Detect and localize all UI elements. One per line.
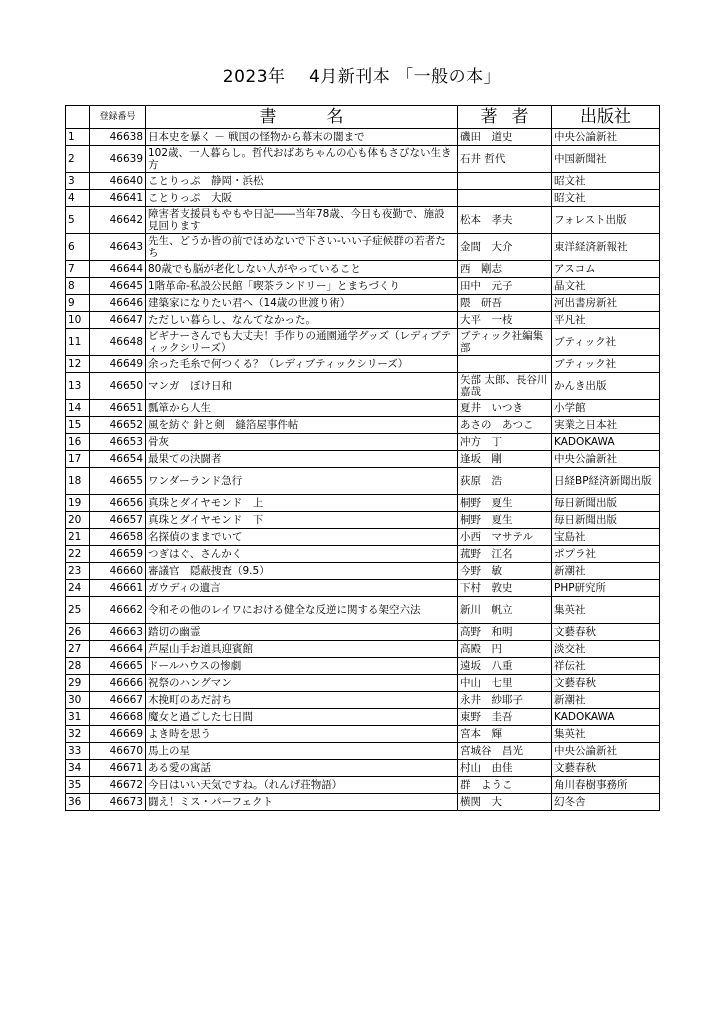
book-title: 名探偵のままでいて — [146, 529, 458, 546]
table-row — [66, 675, 660, 692]
registration-number: 46664 — [90, 641, 146, 658]
book-author: 矢部 太郎、長谷川 嘉哉 — [458, 373, 552, 400]
book-author: 高殿 円 — [458, 641, 552, 658]
header-title: 書名 — [146, 106, 458, 129]
row-number: 28 — [66, 658, 90, 675]
table-row — [66, 146, 660, 173]
row-number: 23 — [66, 563, 90, 580]
book-title: 風を紡ぐ 針と剣 縫箔屋事件帖 — [146, 417, 458, 434]
book-title: 日本史を暴く － 戦国の怪物から幕末の闇まで — [146, 129, 458, 146]
book-author: 菰野 江名 — [458, 546, 552, 563]
registration-number: 46653 — [90, 434, 146, 451]
book-author: 夏井 いつき — [458, 400, 552, 417]
row-number: 29 — [66, 675, 90, 692]
book-author: 桐野 夏生 — [458, 512, 552, 529]
row-number: 5 — [66, 207, 90, 234]
registration-number: 46660 — [90, 563, 146, 580]
registration-number: 46654 — [90, 451, 146, 468]
header-registration-number: 登録番号 — [90, 106, 146, 129]
book-publisher: 中央公論新社 — [552, 451, 660, 468]
table-row — [66, 373, 660, 400]
table-row — [66, 278, 660, 295]
book-publisher: 日経BP経済新聞出版 — [552, 468, 660, 495]
table-body — [66, 129, 660, 811]
row-number: 16 — [66, 434, 90, 451]
registration-number: 46673 — [90, 794, 146, 811]
row-number: 9 — [66, 295, 90, 312]
book-title: 1階革命-私設公民館「喫茶ランドリー」とまちづくり — [146, 278, 458, 295]
book-title: 真珠とダイヤモンド 上 — [146, 495, 458, 512]
book-publisher: 東洋経済新報社 — [552, 234, 660, 261]
book-author: 今野 敏 — [458, 563, 552, 580]
row-number: 14 — [66, 400, 90, 417]
book-publisher: 小学館 — [552, 400, 660, 417]
book-author: 金間 大介 — [458, 234, 552, 261]
book-author: 村山 由佳 — [458, 760, 552, 777]
row-number: 36 — [66, 794, 90, 811]
table-row — [66, 234, 660, 261]
book-publisher: アスコム — [552, 261, 660, 278]
table-row — [66, 356, 660, 373]
table-row — [66, 295, 660, 312]
table-row — [66, 329, 660, 356]
row-number: 4 — [66, 190, 90, 207]
book-publisher: 実業之日本社 — [552, 417, 660, 434]
table-row — [66, 468, 660, 495]
row-number: 6 — [66, 234, 90, 261]
book-author: 下村 敦史 — [458, 580, 552, 597]
book-title: 審議官 隠蔽捜査（9.5） — [146, 563, 458, 580]
book-publisher: かんき出版 — [552, 373, 660, 400]
page-title: 2023年 4月新刊本 「一般の本」 — [222, 67, 502, 87]
book-title: 真珠とダイヤモンド 下 — [146, 512, 458, 529]
book-author: 逢坂 剛 — [458, 451, 552, 468]
book-author: 西 剛志 — [458, 261, 552, 278]
book-author: 永井 紗耶子 — [458, 692, 552, 709]
registration-number: 46641 — [90, 190, 146, 207]
book-title: ただしい暮らし、なんてなかった。 — [146, 312, 458, 329]
table-row — [66, 743, 660, 760]
registration-number: 46647 — [90, 312, 146, 329]
book-publisher: 毎日新聞出版 — [552, 495, 660, 512]
book-publisher: 中央公論新社 — [552, 743, 660, 760]
registration-number: 46648 — [90, 329, 146, 356]
registration-number: 46666 — [90, 675, 146, 692]
table-row — [66, 173, 660, 190]
row-number: 2 — [66, 146, 90, 173]
row-number: 20 — [66, 512, 90, 529]
row-number: 13 — [66, 373, 90, 400]
table-row — [66, 794, 660, 811]
book-publisher: 文藝春秋 — [552, 675, 660, 692]
book-author — [458, 173, 552, 190]
book-author — [458, 356, 552, 373]
table-row — [66, 597, 660, 624]
book-title: 瓢箪から人生 — [146, 400, 458, 417]
book-title: 最果ての決闘者 — [146, 451, 458, 468]
book-title: つぎはぐ、さんかく — [146, 546, 458, 563]
book-author — [458, 190, 552, 207]
registration-number: 46662 — [90, 597, 146, 624]
row-number: 11 — [66, 329, 90, 356]
book-author: 大平 一枝 — [458, 312, 552, 329]
table-row — [66, 129, 660, 146]
book-publisher: ブティック社 — [552, 356, 660, 373]
book-publisher: 平凡社 — [552, 312, 660, 329]
registration-number: 46642 — [90, 207, 146, 234]
book-title: 令和その他のレイワにおける健全な反逆に関する架空六法 — [146, 597, 458, 624]
table-row — [66, 312, 660, 329]
book-publisher: 文藝春秋 — [552, 760, 660, 777]
row-number: 26 — [66, 624, 90, 641]
book-publisher: KADOKAWA — [552, 709, 660, 726]
header-author: 著者 — [458, 106, 552, 129]
table-row — [66, 760, 660, 777]
table-row — [66, 434, 660, 451]
book-publisher: 中央公論新社 — [552, 129, 660, 146]
book-title: 先生、どうか皆の前でほめないで下さい-いい子症候群の若者たち — [146, 234, 458, 261]
table-row — [66, 417, 660, 434]
table-row — [66, 563, 660, 580]
book-author: 横関 大 — [458, 794, 552, 811]
book-author: 遠坂 八重 — [458, 658, 552, 675]
table-row — [66, 207, 660, 234]
book-author: 東野 圭吾 — [458, 709, 552, 726]
book-title: ある愛の寓話 — [146, 760, 458, 777]
row-number: 34 — [66, 760, 90, 777]
book-title: 芦屋山手お道具迎賓館 — [146, 641, 458, 658]
registration-number: 46645 — [90, 278, 146, 295]
row-number: 21 — [66, 529, 90, 546]
book-author: 桐野 夏生 — [458, 495, 552, 512]
table-row — [66, 726, 660, 743]
book-author: 高野 和明 — [458, 624, 552, 641]
row-number: 7 — [66, 261, 90, 278]
row-number: 19 — [66, 495, 90, 512]
table-row — [66, 451, 660, 468]
row-number: 18 — [66, 468, 90, 495]
book-publisher: 集英社 — [552, 597, 660, 624]
book-title: 祝祭のハングマン — [146, 675, 458, 692]
row-number: 3 — [66, 173, 90, 190]
book-publisher: 晶文社 — [552, 278, 660, 295]
row-number: 22 — [66, 546, 90, 563]
book-publisher: 文藝春秋 — [552, 624, 660, 641]
registration-number: 46667 — [90, 692, 146, 709]
registration-number: 46650 — [90, 373, 146, 400]
book-author: 中山 七里 — [458, 675, 552, 692]
table-row — [66, 400, 660, 417]
registration-number: 46639 — [90, 146, 146, 173]
book-publisher: 宝島社 — [552, 529, 660, 546]
table-row — [66, 692, 660, 709]
book-publisher: ブティック社 — [552, 329, 660, 356]
book-title: 馬上の星 — [146, 743, 458, 760]
book-author: 宮本 輝 — [458, 726, 552, 743]
row-number: 30 — [66, 692, 90, 709]
table-row — [66, 495, 660, 512]
book-title: 障害者支援員もやもや日記――当年78歳、今日も夜勤で、施設見回ります — [146, 207, 458, 234]
row-number: 15 — [66, 417, 90, 434]
registration-number: 46649 — [90, 356, 146, 373]
book-author: 隈 研吾 — [458, 295, 552, 312]
row-number: 27 — [66, 641, 90, 658]
book-author: 宮城谷 昌光 — [458, 743, 552, 760]
book-publisher: 昭文社 — [552, 190, 660, 207]
registration-number: 46643 — [90, 234, 146, 261]
header-publisher: 出版社 — [552, 106, 660, 129]
table-row — [66, 546, 660, 563]
table-row — [66, 658, 660, 675]
book-author: 小西 マサテル — [458, 529, 552, 546]
registration-number: 46663 — [90, 624, 146, 641]
book-publisher: 中国新聞社 — [552, 146, 660, 173]
book-title: ガウディの遺言 — [146, 580, 458, 597]
book-title: ワンダーランド急行 — [146, 468, 458, 495]
row-number: 10 — [66, 312, 90, 329]
book-author: 荻原 浩 — [458, 468, 552, 495]
book-publisher: フォレスト出版 — [552, 207, 660, 234]
book-author: 田中 元子 — [458, 278, 552, 295]
book-title: 木挽町のあだ討ち — [146, 692, 458, 709]
table-row — [66, 580, 660, 597]
book-title: 102歳、一人暮らし。哲代おばあちゃんの心も体もさびない生き方 — [146, 146, 458, 173]
book-title: ビギナーさんでも大丈夫！手作りの通園通学グッズ（レディブティックシリーズ） — [146, 329, 458, 356]
book-title: よき時を思う — [146, 726, 458, 743]
table-row — [66, 190, 660, 207]
table-row — [66, 641, 660, 658]
row-number: 17 — [66, 451, 90, 468]
row-number: 24 — [66, 580, 90, 597]
book-publisher: 集英社 — [552, 726, 660, 743]
book-title: 踏切の幽霊 — [146, 624, 458, 641]
book-publisher: 幻冬舎 — [552, 794, 660, 811]
book-title: 余った毛糸で何つくる？（レディブティックシリーズ） — [146, 356, 458, 373]
registration-number: 46672 — [90, 777, 146, 794]
row-number: 31 — [66, 709, 90, 726]
table-row — [66, 529, 660, 546]
row-number: 33 — [66, 743, 90, 760]
book-title: 魔女と過ごした七日間 — [146, 709, 458, 726]
book-publisher: 新潮社 — [552, 563, 660, 580]
book-publisher: 淡交社 — [552, 641, 660, 658]
registration-number: 46640 — [90, 173, 146, 190]
book-title: 闘え！ミス・パーフェクト — [146, 794, 458, 811]
book-author: 群 ようこ — [458, 777, 552, 794]
registration-number: 46656 — [90, 495, 146, 512]
book-title: 建築家になりたい君へ（14歳の世渡り術） — [146, 295, 458, 312]
table-row — [66, 512, 660, 529]
book-author: 石井 哲代 — [458, 146, 552, 173]
book-publisher: 祥伝社 — [552, 658, 660, 675]
book-publisher: KADOKAWA — [552, 434, 660, 451]
registration-number: 46644 — [90, 261, 146, 278]
row-number: 12 — [66, 356, 90, 373]
row-number: 35 — [66, 777, 90, 794]
table-row — [66, 777, 660, 794]
row-number: 8 — [66, 278, 90, 295]
header-no — [66, 106, 90, 129]
registration-number: 46646 — [90, 295, 146, 312]
book-title: マンガ ぼけ日和 — [146, 373, 458, 400]
registration-number: 46651 — [90, 400, 146, 417]
table-row — [66, 261, 660, 278]
book-title: ことりっぷ 静岡・浜松 — [146, 173, 458, 190]
book-author: 松本 孝夫 — [458, 207, 552, 234]
book-title: 今日はいい天気ですね。（れんげ荘物語） — [146, 777, 458, 794]
registration-number: 46671 — [90, 760, 146, 777]
registration-number: 46657 — [90, 512, 146, 529]
book-publisher: PHP研究所 — [552, 580, 660, 597]
row-number: 25 — [66, 597, 90, 624]
book-author: 冲方 丁 — [458, 434, 552, 451]
registration-number: 46669 — [90, 726, 146, 743]
book-publisher: 角川春樹事務所 — [552, 777, 660, 794]
table-row — [66, 709, 660, 726]
book-list-table — [65, 105, 660, 811]
book-title: 80歳でも脳が老化しない人がやっていること — [146, 261, 458, 278]
book-publisher: 毎日新聞出版 — [552, 512, 660, 529]
book-publisher: 昭文社 — [552, 173, 660, 190]
registration-number: 46668 — [90, 709, 146, 726]
registration-number: 46638 — [90, 129, 146, 146]
book-publisher: ポプラ社 — [552, 546, 660, 563]
book-author: 磯田 道史 — [458, 129, 552, 146]
registration-number: 46661 — [90, 580, 146, 597]
registration-number: 46652 — [90, 417, 146, 434]
book-author: あさの あつこ — [458, 417, 552, 434]
book-title: ドールハウスの惨劇 — [146, 658, 458, 675]
registration-number: 46658 — [90, 529, 146, 546]
table-row — [66, 624, 660, 641]
row-number: 1 — [66, 129, 90, 146]
registration-number: 46670 — [90, 743, 146, 760]
table-header-row — [66, 106, 660, 129]
registration-number: 46659 — [90, 546, 146, 563]
book-publisher: 河出書房新社 — [552, 295, 660, 312]
book-title: 骨灰 — [146, 434, 458, 451]
registration-number: 46665 — [90, 658, 146, 675]
registration-number: 46655 — [90, 468, 146, 495]
row-number: 32 — [66, 726, 90, 743]
book-publisher: 新潮社 — [552, 692, 660, 709]
book-author: ブティック社編集部 — [458, 329, 552, 356]
book-title: ことりっぷ 大阪 — [146, 190, 458, 207]
book-author: 新川 帆立 — [458, 597, 552, 624]
